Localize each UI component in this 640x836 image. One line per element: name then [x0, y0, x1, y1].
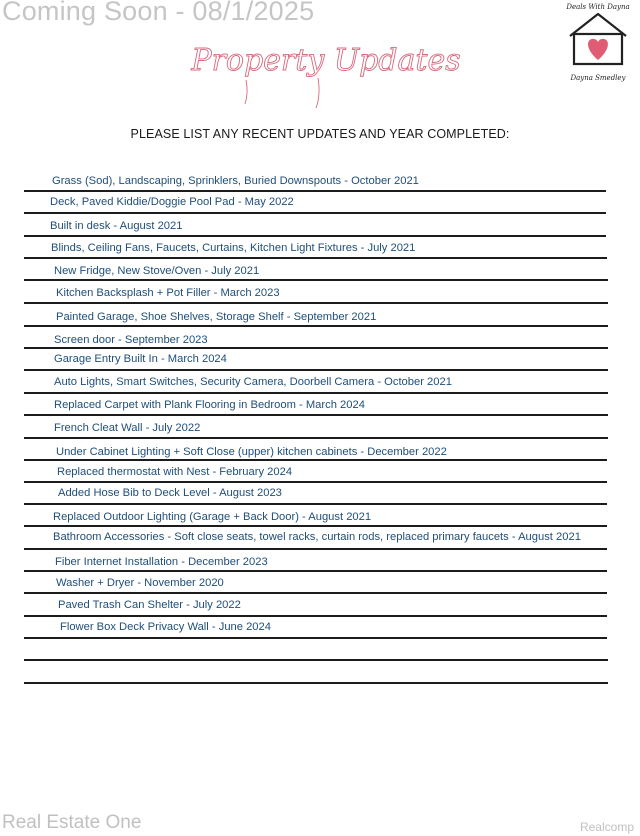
ruled-line: [24, 615, 607, 617]
update-entry: French Cleat Wall - July 2022: [54, 422, 201, 434]
logo-name: Dayna Smedley: [570, 74, 626, 82]
ruled-line: [24, 682, 608, 684]
update-entry: Painted Garage, Shoe Shelves, Storage Shelf - September 2021: [56, 311, 377, 323]
update-entry: Under Cabinet Lighting + Soft Close (upper) kitchen cabinets - December 2022: [56, 446, 447, 458]
update-entry: New Fridge, New Stove/Oven - July 2021: [54, 265, 260, 277]
ruled-line: [24, 637, 607, 639]
update-entry: Grass (Sod), Landscaping, Sprinklers, Buried Downspouts - October 2021: [52, 175, 419, 187]
ruled-line: [24, 257, 607, 259]
update-entry: Auto Lights, Smart Switches, Security Camera, Doorbell Camera - October 2021: [54, 376, 452, 388]
ruled-line: [24, 481, 607, 483]
ruled-line: [24, 437, 608, 439]
ruled-line: [24, 347, 608, 349]
ruled-line: [24, 548, 607, 550]
ruled-line: [24, 325, 608, 327]
ruled-line: [24, 459, 607, 461]
credit-watermark: Realcomp: [579, 820, 634, 834]
page-title-text: Property Updates: [191, 43, 461, 78]
brokerage-watermark: Real Estate One: [2, 812, 142, 833]
update-entry: Built in desk - August 2021: [50, 220, 183, 232]
update-entry: Flower Box Deck Privacy Wall - June 2024: [60, 621, 271, 633]
ruled-line: [24, 212, 606, 214]
update-entry: Blinds, Ceiling Fans, Faucets, Curtains, Kitchen Light Fixtures - July 2021: [51, 242, 416, 254]
ruled-line: [24, 525, 607, 527]
ruled-line: [24, 190, 606, 192]
listing-status-watermark: Coming Soon - 08/1/2025: [2, 0, 315, 26]
update-entry: Paved Trash Can Shelter - July 2022: [58, 599, 241, 611]
ruled-line: [24, 503, 607, 505]
update-entry: Kitchen Backsplash + Pot Filler - March 2023: [56, 287, 280, 299]
instructions-heading: PLEASE LIST ANY RECENT UPDATES AND YEAR COMPLETED:: [130, 127, 510, 141]
update-entry: Fiber Internet Installation - December 2023: [55, 556, 268, 568]
ruled-line: [24, 235, 606, 237]
update-entry: Garage Entry Built In - March 2024: [54, 353, 227, 365]
update-entry: Washer + Dryer - November 2020: [56, 577, 224, 589]
ruled-line: [24, 279, 608, 281]
update-entry: Added Hose Bib to Deck Level - August 2023: [58, 487, 282, 499]
ruled-line: [24, 570, 607, 572]
ruled-line: [24, 592, 607, 594]
update-entry: Deck, Paved Kiddie/Doggie Pool Pad - May 2022: [50, 196, 294, 208]
update-entry: Bathroom Accessories - Soft close seats, towel racks, curtain rods, replaced primary faucets - August 2021: [53, 531, 581, 543]
logo-tagline: Deals With Dayna: [566, 3, 630, 11]
ruled-line: [24, 302, 608, 304]
update-entry: Replaced Outdoor Lighting (Garage + Back Door) - August 2021: [53, 511, 372, 523]
ruled-line: [24, 414, 608, 416]
ruled-line: [24, 369, 608, 371]
update-entry: Replaced thermostat with Nest - February 2024: [57, 466, 293, 478]
update-entry: Replaced Carpet with Plank Flooring in Bedroom - March 2024: [54, 399, 365, 411]
ruled-line: [24, 392, 608, 394]
update-entry: Screen door - September 2023: [54, 334, 208, 346]
ruled-line: [24, 659, 608, 661]
